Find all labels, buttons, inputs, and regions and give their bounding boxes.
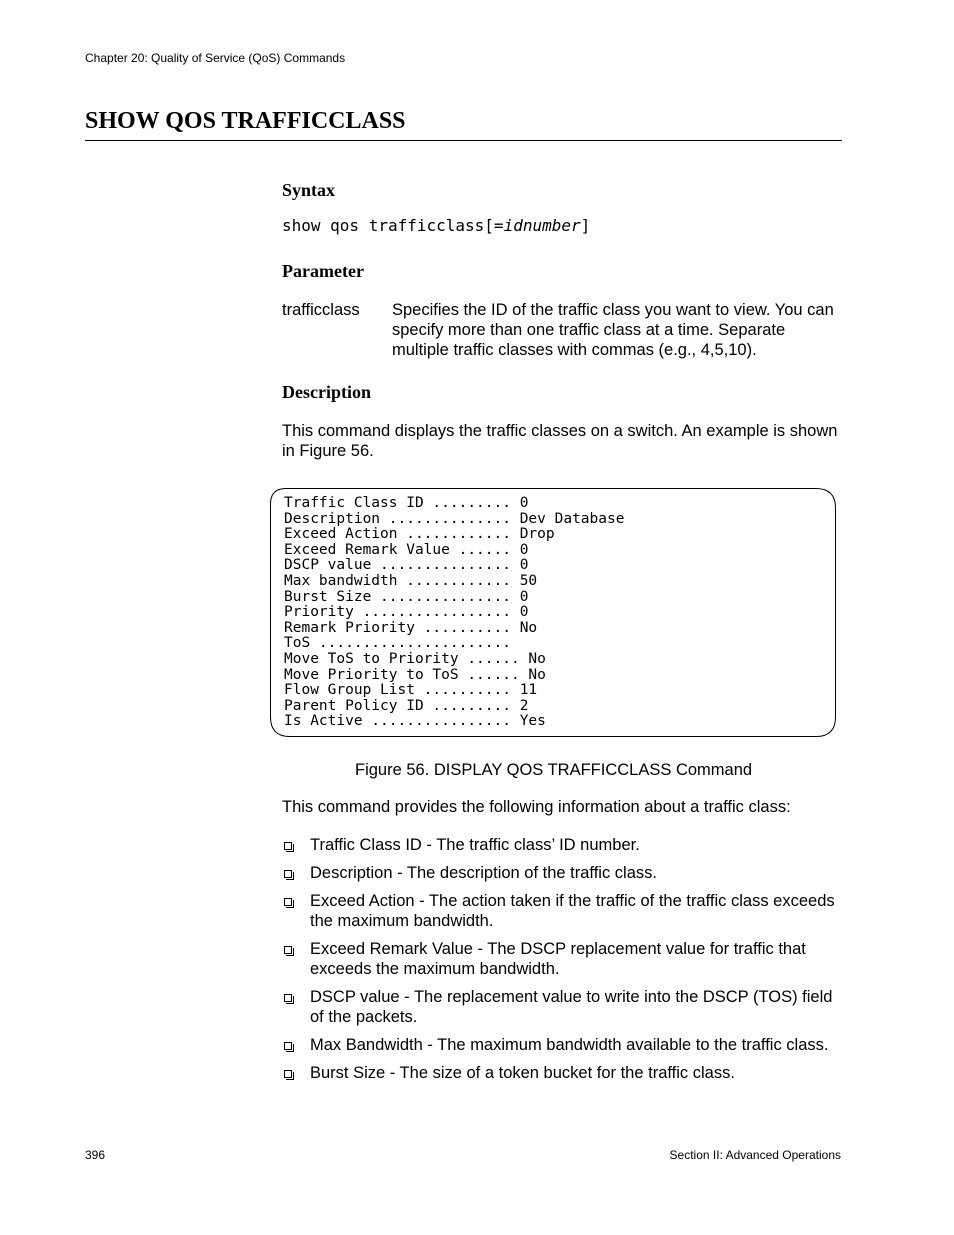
section-footer: Section II: Advanced Operations — [669, 1148, 841, 1162]
syntax-heading: Syntax — [282, 180, 336, 200]
list-item-text: Max Bandwidth - The maximum bandwidth available to the traffic class. — [310, 1036, 829, 1054]
checkbox-bullet-icon — [284, 1042, 292, 1050]
figure-output-text — [284, 496, 624, 730]
figure-caption: Figure 56. DISPLAY QOS TRAFFICCLASS Command — [355, 761, 753, 779]
info-intro: This command provides the following information about a traffic class: — [282, 798, 791, 816]
title-rule — [85, 140, 842, 141]
checkbox-bullet-icon — [284, 898, 292, 906]
figure-output-line: Burst Size ............... 0 — [284, 588, 529, 605]
figure-output-line: Move Priority to ToS ...... No — [284, 666, 546, 683]
list-item — [282, 987, 842, 1027]
running-header: Chapter 20: Quality of Service (QoS) Commands — [85, 51, 346, 65]
list-item — [282, 1063, 842, 1083]
figure-output-line: Flow Group List .......... 11 — [284, 682, 538, 699]
page-number: 396 — [85, 1148, 106, 1162]
checkbox-bullet-icon — [284, 946, 292, 954]
checkbox-bullet-icon — [284, 994, 292, 1002]
syntax-argument: idnumber — [503, 216, 581, 235]
list-item — [282, 863, 842, 883]
info-list — [282, 835, 842, 1091]
figure-output-line: Priority ................. 0 — [284, 604, 529, 621]
list-item-text: DSCP value - The replacement value to write into the DSCP (TOS) field of the packets. — [310, 988, 833, 1026]
figure-output-line: Max bandwidth ............ 50 — [284, 572, 538, 589]
parameter-description: Specifies the ID of the traffic class you want to view. You can specify more than one traffic class at a time. Separate multiple traffic classes with commas (e.g., 4,5,10). — [392, 301, 834, 359]
figure-output-line: Exceed Action ............ Drop — [284, 526, 555, 543]
figure-output-line: DSCP value ............... 0 — [284, 557, 529, 574]
checkbox-bullet-icon — [284, 842, 292, 850]
figure-output-line: Description .............. Dev Database — [284, 510, 625, 527]
parameter-name: trafficclass — [282, 301, 360, 319]
checkbox-bullet-icon — [284, 870, 292, 878]
list-item-text: Exceed Action - The action taken if the traffic of the traffic class exceeds the maximum bandwidth. — [310, 892, 835, 930]
parameter-heading: Parameter — [282, 261, 364, 281]
figure-output-box — [270, 488, 836, 737]
description-heading: Description — [282, 382, 371, 402]
syntax-command-text: show qos trafficclass[= — [282, 216, 504, 235]
list-item-text: Burst Size - The size of a token bucket for the traffic class. — [310, 1064, 735, 1082]
list-item-text: Exceed Remark Value - The DSCP replacement value for traffic that exceeds the maximum bandwidth. — [310, 940, 806, 978]
list-item — [282, 1035, 842, 1055]
syntax-command — [282, 216, 590, 235]
page-title: SHOW QOS TRAFFICCLASS — [85, 108, 406, 134]
syntax-close: ] — [580, 216, 591, 235]
list-item-text: Traffic Class ID - The traffic class’ ID number. — [310, 836, 640, 854]
figure-output-line: Exceed Remark Value ...... 0 — [284, 541, 529, 558]
checkbox-bullet-icon — [284, 1070, 292, 1078]
figure-output-line: Remark Priority .......... No — [284, 619, 538, 636]
figure-output-line: ToS ...................... — [284, 635, 511, 652]
figure-output-line: Move ToS to Priority ...... No — [284, 650, 546, 667]
figure-output-line: Traffic Class ID ......... 0 — [284, 495, 529, 511]
description-text: This command displays the traffic classes on a switch. An example is shown in Figure 56. — [282, 422, 838, 460]
list-item — [282, 939, 842, 979]
list-item — [282, 835, 842, 855]
list-item — [282, 891, 842, 931]
list-item-text: Description - The description of the traffic class. — [310, 864, 657, 882]
figure-output-line: Parent Policy ID ......... 2 — [284, 697, 529, 714]
figure-output-line: Is Active ................ Yes — [284, 713, 546, 730]
